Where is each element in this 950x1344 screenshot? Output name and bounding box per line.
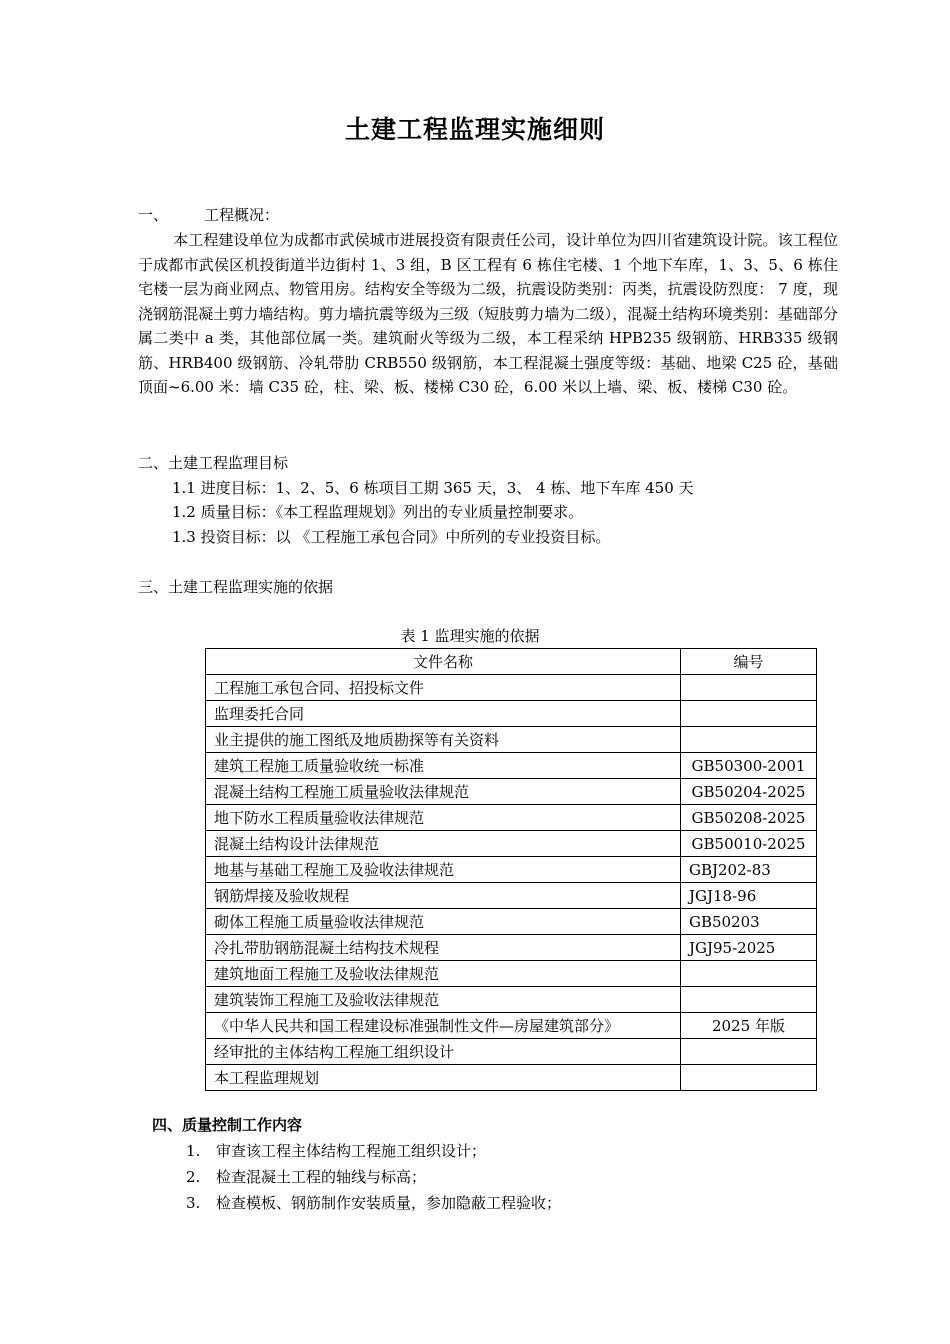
table-row <box>206 935 817 961</box>
list-number: 1. <box>186 1142 201 1160</box>
list-text: 审查该工程主体结构工程施工组织设计； <box>216 1142 487 1160</box>
table-row <box>206 1039 817 1065</box>
section-1-heading <box>138 203 279 228</box>
goal-schedule: 1.1 进度目标：1、2、5、6 栋项目工期 365 天，3、 4 栋、地下车库 450 天 <box>172 479 694 497</box>
list-item <box>186 1140 486 1161</box>
section-4-heading: 四、质量控制工作内容 <box>152 1116 303 1134</box>
doc-name: 钢筋焊接及验收规程 <box>206 883 681 909</box>
doc-code: GB50208-2025 <box>681 805 817 831</box>
doc-name: 地基与基础工程施工及验收法律规范 <box>206 857 681 883</box>
table-caption: 表 1 监理实施的依据 <box>400 627 540 645</box>
doc-name: 混凝土结构设计法律规范 <box>206 831 681 857</box>
column-header-code: 编号 <box>681 649 817 675</box>
list-item <box>186 1192 561 1213</box>
doc-code: 2025 年版 <box>681 1013 817 1039</box>
doc-name: 砌体工程施工质量验收法律规范 <box>206 909 681 935</box>
doc-name: 《中华人民共和国工程建设标准强制性文件—房屋建筑部分》 <box>206 1013 681 1039</box>
list-number: 3. <box>186 1194 201 1212</box>
doc-name: 经审批的主体结构工程施工组织设计 <box>206 1039 681 1065</box>
basis-table <box>205 648 817 1091</box>
doc-code: GB50300-2001 <box>681 753 817 779</box>
doc-name: 建筑装饰工程施工及验收法律规范 <box>206 987 681 1013</box>
doc-name: 建筑工程施工质量验收统一标准 <box>206 753 681 779</box>
project-overview-paragraph <box>138 228 838 400</box>
doc-code <box>681 701 817 727</box>
table-row <box>206 1065 817 1091</box>
doc-code: GBJ202-83 <box>681 857 817 883</box>
table-row <box>206 1013 817 1039</box>
doc-code <box>681 675 817 701</box>
table-row <box>206 727 817 753</box>
section-1-number: 一、 <box>138 206 169 224</box>
doc-code <box>681 727 817 753</box>
table-row <box>206 753 817 779</box>
section-1-title: 工程概况： <box>204 206 280 224</box>
table-row <box>206 857 817 883</box>
doc-name: 本工程监理规划 <box>206 1065 681 1091</box>
column-header-name: 文件名称 <box>206 649 681 675</box>
project-overview-text: 本工程建设单位为成都市武侯城市进展投资有限责任公司，设计单位为四川省建筑设计院。该工程位于成都市武侯区机投街道半边街村 1、3 组，B 区工程有 6 栋住宅楼、1 个地下车库，1、3、5、6 栋住宅楼一层为商业网点、物管用房。结构安全等级为二级，抗震设防类别：丙类，抗震设防烈度： 7 度，现浇钢筋混凝土剪力墙结构。剪力墙抗震等级为三级（短肢剪力墙为二级），混凝土结构环境类别：基础部分属二类中 a 类，其他部位属一类。建筑耐火等级为二级，本工程采纳 HPB235 级钢筋、HRB335 级钢筋、HRB400 级钢筋、冷轧带肋 CRB550 级钢筋，本工程混凝土强度等级：基础、地梁 C25 砼，基础顶面~6.00 米：墙 C35 砼，柱、梁、板、楼梯 C30 砼，6.00 米以上墙、梁、板、楼梯 C30 砼。 <box>138 231 838 396</box>
table-row <box>206 675 817 701</box>
goal-quality: 1.2 质量目标：《本工程监理规划》列出的专业质量控制要求。 <box>172 503 584 521</box>
section-3-heading: 三、土建工程监理实施的依据 <box>138 578 334 596</box>
table-row <box>206 805 817 831</box>
doc-name: 工程施工承包合同、招投标文件 <box>206 675 681 701</box>
list-text: 检查模板、钢筋制作安装质量，参加隐蔽工程验收； <box>216 1194 562 1212</box>
page-title: 土建工程监理实施细则 <box>344 115 605 144</box>
doc-name: 建筑地面工程施工及验收法律规范 <box>206 961 681 987</box>
list-item <box>186 1166 426 1187</box>
doc-code: JGJ95-2025 <box>681 935 817 961</box>
doc-code: GB50010-2025 <box>681 831 817 857</box>
goal-investment: 1.3 投资目标：以 《工程施工承包合同》中所列的专业投资目标。 <box>172 528 611 546</box>
doc-name: 地下防水工程质量验收法律规范 <box>206 805 681 831</box>
table-header-row <box>206 649 817 675</box>
doc-name: 混凝土结构工程施工质量验收法律规范 <box>206 779 681 805</box>
list-text: 检查混凝土工程的轴线与标高； <box>216 1168 427 1186</box>
list-number: 2. <box>186 1168 201 1186</box>
section-2-heading: 二、土建工程监理目标 <box>138 454 289 472</box>
table-row <box>206 831 817 857</box>
doc-code <box>681 1065 817 1091</box>
table-row <box>206 701 817 727</box>
doc-code: JGJ18-96 <box>681 883 817 909</box>
doc-name: 监理委托合同 <box>206 701 681 727</box>
doc-code: GB50203 <box>681 909 817 935</box>
table-row <box>206 961 817 987</box>
table-row <box>206 987 817 1013</box>
table-row <box>206 779 817 805</box>
doc-code <box>681 961 817 987</box>
doc-code: GB50204-2025 <box>681 779 817 805</box>
doc-code <box>681 987 817 1013</box>
table-row <box>206 909 817 935</box>
table-row <box>206 883 817 909</box>
doc-name: 业主提供的施工图纸及地质勘探等有关资料 <box>206 727 681 753</box>
doc-name: 冷扎带肋钢筋混凝土结构技术规程 <box>206 935 681 961</box>
doc-code <box>681 1039 817 1065</box>
